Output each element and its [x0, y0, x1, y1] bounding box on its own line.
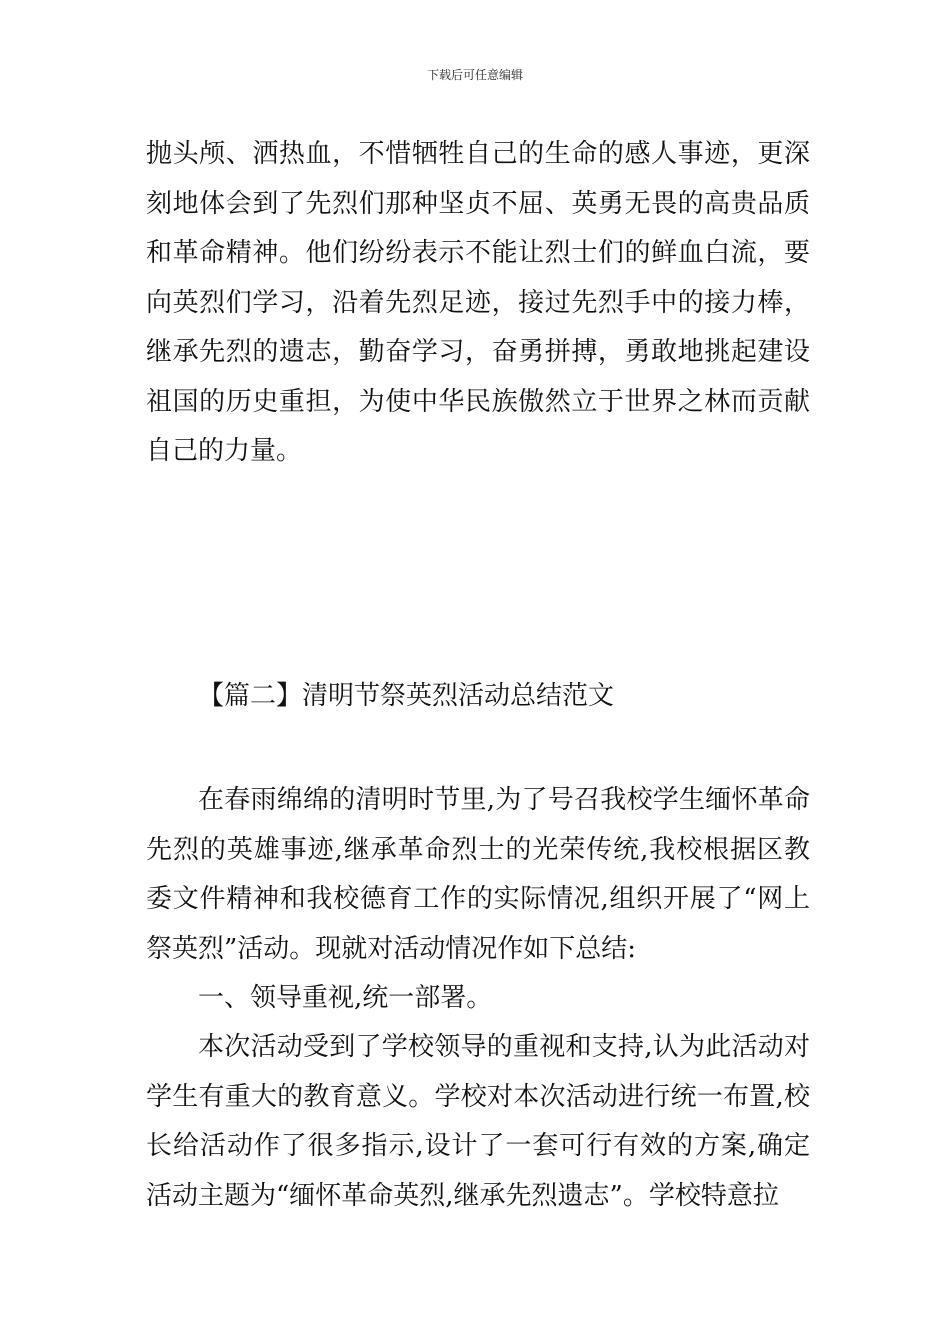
- paragraph-body: 本次活动受到了学校领导的重视和支持,认为此活动对学生有重大的教育意义。学校对本次活动进行统一布置,校长给活动作了很多指示,设计了一套可行有效的方案,确定活动主题为“缅怀革命英烈,继承先烈遗志”。学校特意拉: [146, 1032, 810, 1211]
- paragraph-heading-one: 一、领导重视,统一部署。: [198, 983, 493, 1013]
- page-header: 下载后可任意编辑: [426, 68, 523, 82]
- section-title: 【篇二】清明节祭英烈活动总结范文: [198, 681, 615, 711]
- paragraph-continued: 抛头颅、洒热血，不惜牺牲自己的生命的感人事迹，更深刻地体会到了先烈们那种坚贞不屈、英勇无畏的高贵品质和革命精神。他们纷纷表示不能让烈士们的鲜血白流，要向英烈们学习，沿着先烈足迹，接过先烈手中的接力棒，继承先烈的遗志，勤奋学习，奋勇拼搏，勇敢地挑起建设祖国的历史重担，为使中华民族傲然立于世界之林而贡献自己的力量。: [146, 139, 810, 466]
- paragraph-intro: 在春雨绵绵的清明时节里,为了号召我校学生缅怀革命先烈的英雄事迹,继承革命烈士的光荣传统,我校根据区教委文件精神和我校德育工作的实际情况,组织开展了“网上祭英烈”活动。现就对活动情况作如下总结:: [146, 785, 810, 964]
